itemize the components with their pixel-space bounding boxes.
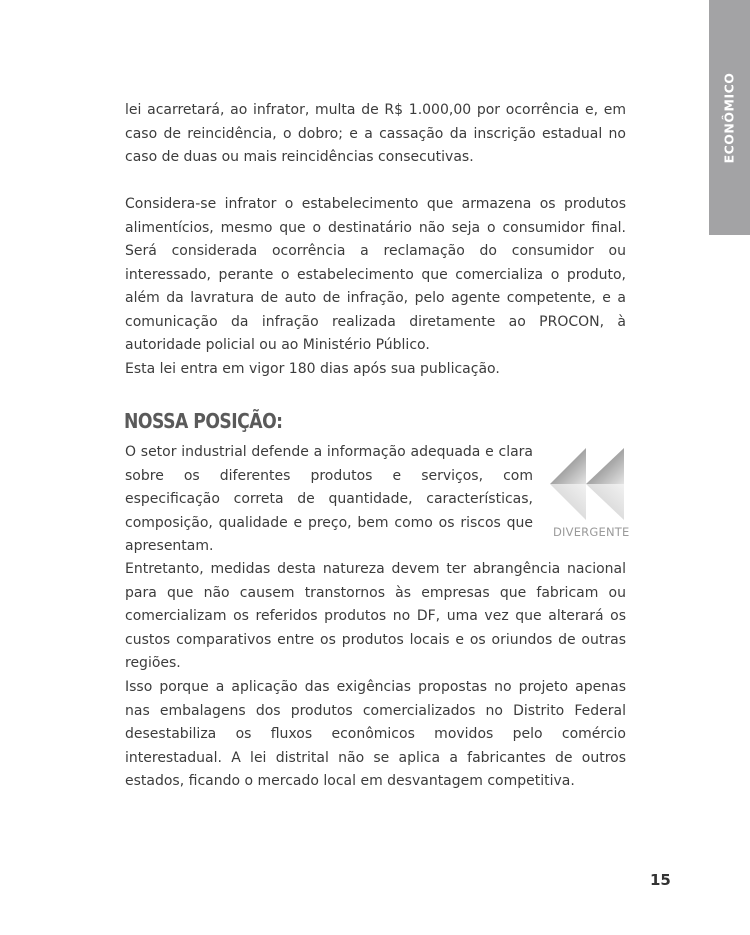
stance-label: DIVERGENTE — [553, 525, 630, 539]
double-left-triangle-icon — [548, 446, 628, 522]
triangle-left-bottom — [550, 484, 586, 520]
triangle-right-top — [586, 448, 624, 484]
section-tab-label: ECONÔMICO — [721, 72, 737, 164]
paragraph-national-scope: Entretanto, medidas desta natureza devem ter abrangência nacional para que não causem transtornos às empresas que fabricam ou comercializam os referidos produtos no DF, uma vez que alterará os custos comparativos entre os produtos locais e os oriundos de outras regiões. — [125, 561, 626, 671]
paragraph-effective-date: Esta lei entra em vigor 180 dias após sua publicação. — [125, 361, 500, 377]
section-tab — [709, 0, 750, 235]
paragraph-infractor: Considera-se infrator o estabelecimento que armazena os produtos alimentícios, mesmo que o destinatário não seja o consumidor final. Será considerada ocorrência a reclamação do consumidor ou interessado, perante o estabelecimento que comercializa o produto, além da lavratura de auto de infração, pelo agente competente, e a comunicação da infração realizada diretamente ao PROCON, à autoridade policial ou ao Ministério Público. — [125, 196, 626, 353]
triangle-right-bottom — [586, 484, 624, 520]
paragraph-position: O setor industrial defende a informação adequada e clara sobre os diferentes produtos e serviços, com especificação correta de quantidade, características, composição, qualidade e preço, bem como os riscos que apresentam. — [125, 444, 533, 554]
triangle-left-top — [550, 448, 586, 484]
position-heading: NOSSA POSIÇÃO: — [124, 409, 283, 433]
page-number: 15 — [650, 871, 671, 889]
paragraph-economic-impact: Isso porque a aplicação das exigências propostas no projeto apenas nas embalagens dos produtos comercializados no Distrito Federal desestabiliza os fluxos econômicos movidos pelo comércio interestadual. A lei distrital não se aplica a fabricantes de outros estados, ficando o mercado local em desvantagem competitiva. — [125, 679, 626, 789]
paragraph-penalty: lei acarretará, ao infrator, multa de R$ 1.000,00 por ocorrência e, em caso de reincidência, o dobro; e a cassação da inscrição estadual no caso de duas ou mais reincidências consecutivas. — [125, 102, 626, 165]
